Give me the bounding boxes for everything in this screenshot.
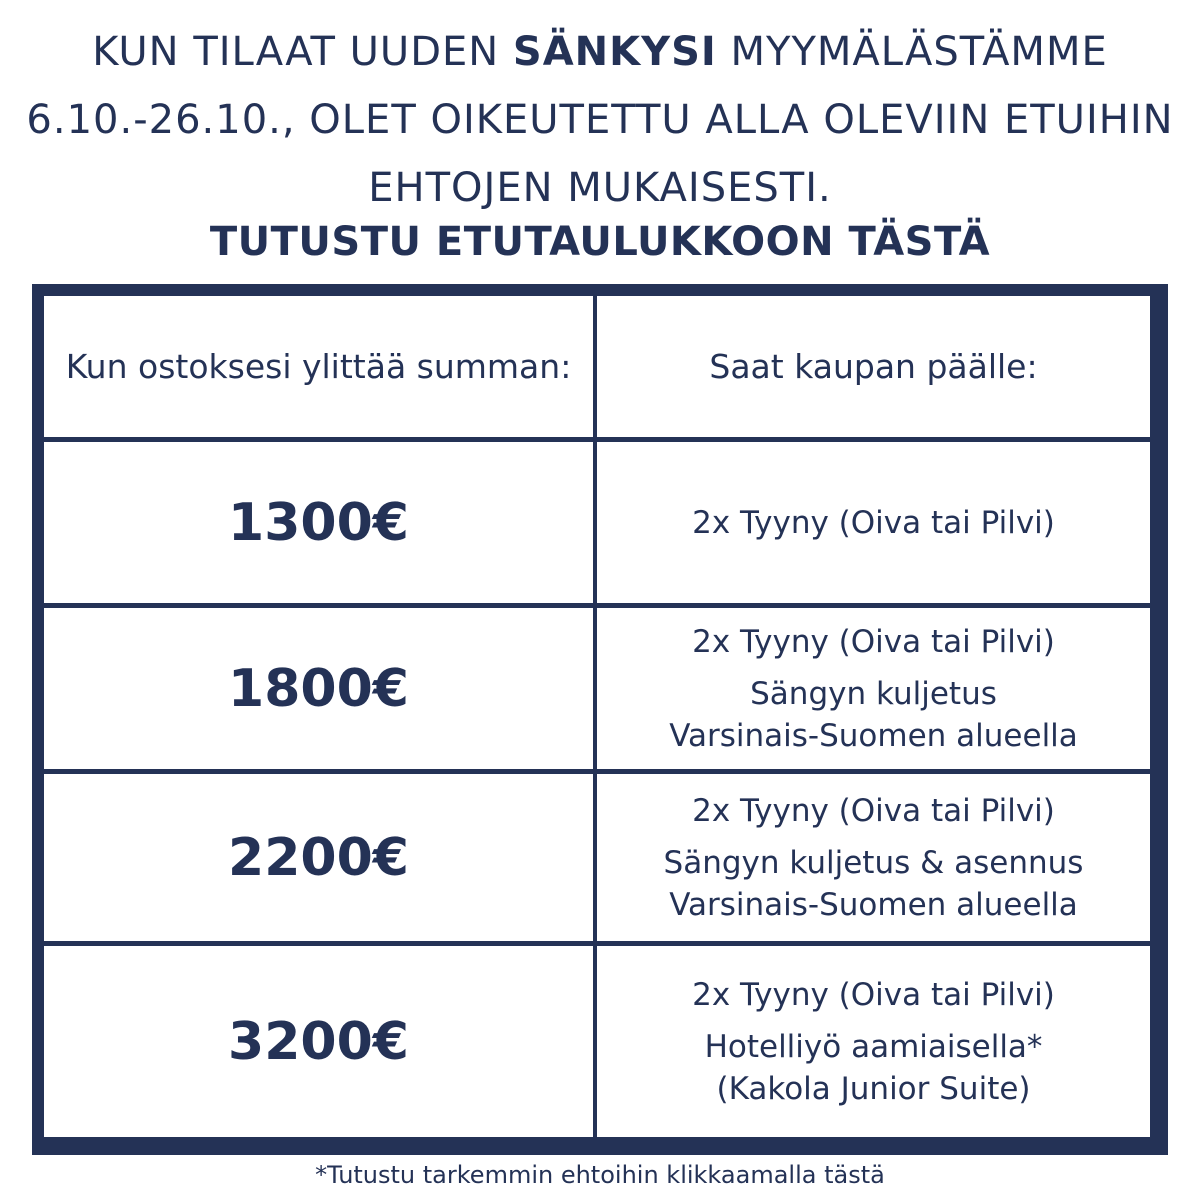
- benefit-line: Sängyn kuljetus & asennus: [663, 844, 1084, 881]
- amount-cell: 2200€: [44, 774, 593, 941]
- benefit-line: 2x Tyyny (Oiva tai Pilvi): [692, 504, 1055, 541]
- benefit-line: Varsinais-Suomen alueella: [669, 717, 1078, 754]
- benefit-line: Sängyn kuljetus: [750, 675, 997, 712]
- headline-line-1-start: KUN TILAAT UUDEN: [92, 29, 513, 75]
- headline-line-1: [0, 18, 1200, 86]
- benefit-line: Varsinais-Suomen alueella: [669, 886, 1078, 923]
- benefit-cell: [597, 608, 1150, 769]
- benefit-line: Hotelliyö aamiaisella*: [704, 1028, 1043, 1065]
- amount-cell: 3200€: [44, 946, 593, 1137]
- terms-link[interactable]: *Tutustu tarkemmin ehtoihin klikkaamalla tästä: [315, 1161, 885, 1189]
- column-header-amount: Kun ostoksesi ylittää summan:: [44, 296, 593, 437]
- benefit-cell: [597, 442, 1150, 603]
- headline-line-3: EHTOJEN MUKAISESTI.: [368, 165, 832, 211]
- headline-highlight: SÄNKYSI: [512, 29, 717, 75]
- amount-cell: 1300€: [44, 442, 593, 603]
- headline: [0, 18, 1200, 222]
- benefit-cell: [597, 946, 1150, 1137]
- benefit-table: [32, 284, 1168, 1155]
- benefit-cell: [597, 774, 1150, 941]
- benefit-line: (Kakola Junior Suite): [716, 1070, 1031, 1107]
- headline-line-2: 6.10.-26.10., OLET OIKEUTETTU ALLA OLEVIIN ETUIHIN: [26, 97, 1174, 143]
- benefit-table-link[interactable]: TUTUSTU ETUTAULUKKOON TÄSTÄ: [209, 219, 991, 265]
- benefit-line: 2x Tyyny (Oiva tai Pilvi): [692, 792, 1055, 829]
- amount-cell: 1800€: [44, 608, 593, 769]
- benefit-line: 2x Tyyny (Oiva tai Pilvi): [692, 623, 1055, 660]
- benefit-table-grid: [44, 296, 1156, 1143]
- benefit-line: 2x Tyyny (Oiva tai Pilvi): [692, 976, 1055, 1013]
- column-header-benefit: Saat kaupan päälle:: [597, 296, 1150, 437]
- headline-line-1-end: MYYMÄLÄSTÄMME: [716, 29, 1108, 75]
